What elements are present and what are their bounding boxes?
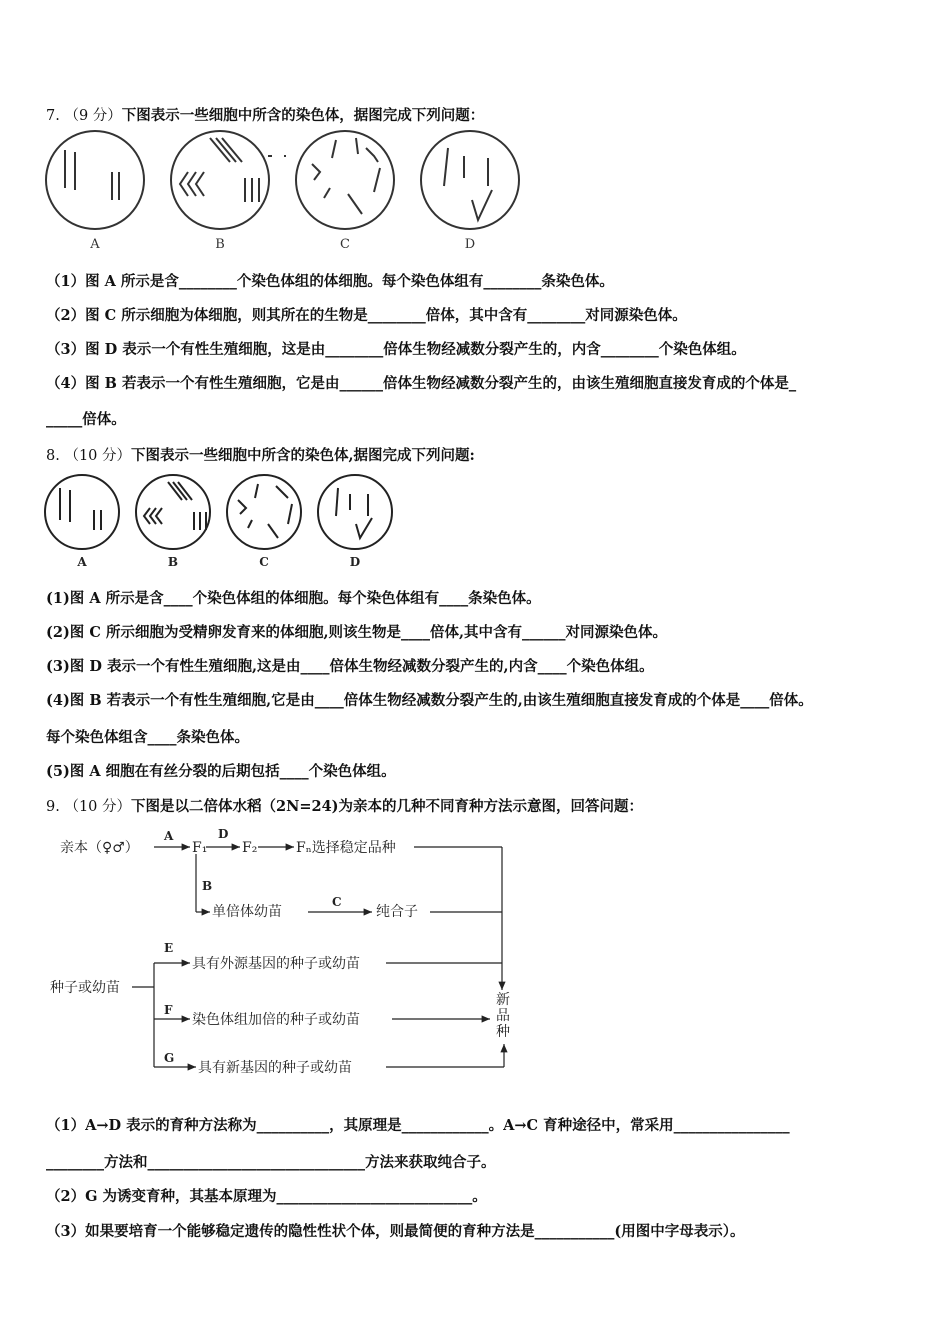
q7-cell-label-c: C xyxy=(340,237,350,252)
q7-cell-label-b: B xyxy=(215,237,225,252)
q7-item-4-cont: _____倍体。 xyxy=(46,411,126,428)
q8-score: （10 分） xyxy=(64,448,132,464)
q9-breeding-diagram xyxy=(46,822,526,1084)
q8-title: 下图表示一些细胞中所含的染色体,据图完成下列问题: xyxy=(131,447,475,464)
q9-label-b: B xyxy=(202,879,213,893)
q9-f2-node: F₂ xyxy=(242,840,258,856)
q8-cell-figure xyxy=(40,472,400,572)
q7-item-2: （2）图 C 所示细胞为体细胞，则其所在的生物是________倍体，其中含有________对同源染色体。 xyxy=(46,307,687,324)
q7-score: （9 分） xyxy=(64,108,122,124)
q9-new-variety-3: 种 xyxy=(496,1024,510,1040)
q9-score: （10 分） xyxy=(64,799,132,815)
q9-item-1-cont: ________方法和______________________________方法来获取纯合子。 xyxy=(46,1154,496,1171)
q9-label-e: E xyxy=(164,941,174,955)
q9-seed-node: 种子或幼苗 xyxy=(50,980,120,996)
q8-item-5: (5)图 A 细胞在有丝分裂的后期包括____个染色体组。 xyxy=(46,763,396,780)
q9-label-a: A xyxy=(164,829,174,843)
q9-number: 9. xyxy=(46,799,60,815)
q7-heading xyxy=(46,104,484,125)
q7-item-1: （1）图 A 所示是含________个染色体组的体细胞。每个染色体组有________条染色体。 xyxy=(46,273,614,290)
q9-item-3: （3）如果要培育一个能够稳定遗传的隐性性状个体，则最简便的育种方法是___________(用图中字母表示）。 xyxy=(46,1223,745,1240)
q8-cell-label-c: C xyxy=(259,555,269,569)
q9-label-d: D xyxy=(218,827,229,841)
q7-item-4: （4）图 B 若表示一个有性生殖细胞，它是由______倍体生物经减数分裂产生的，由该生殖细胞直接发育成的个体是_ xyxy=(46,375,797,392)
q9-item-1: （1）A→D 表示的育种方法称为__________，其原理是____________。A→C 育种途径中，常采用________________ xyxy=(46,1117,790,1134)
q9-heading xyxy=(46,795,643,816)
q8-item-4-cont: 每个染色体组含____条染色体。 xyxy=(46,729,249,746)
q9-haploid-node: 单倍体幼苗 xyxy=(212,904,282,920)
q9-title: 下图是以二倍体水稻（2N=24)为亲本的几种不同育种方法示意图，回答问题： xyxy=(131,798,644,815)
q7-item-3: （3）图 D 表示一个有性生殖细胞，这是由________倍体生物经减数分裂产生的，内含________个染色体组。 xyxy=(46,341,746,358)
q9-label-f: F xyxy=(164,1003,173,1017)
q8-item-2: (2)图 C 所示细胞为受精卵发育来的体细胞,则该生物是____倍体,其中含有______对同源染色体。 xyxy=(46,624,668,641)
q9-doubled-node: 染色体组加倍的种子或幼苗 xyxy=(192,1012,360,1028)
q9-new-gene-node: 具有新基因的种子或幼苗 xyxy=(198,1060,352,1076)
q9-new-variety-1: 新 xyxy=(496,992,510,1008)
q8-cell-label-b: B xyxy=(167,555,179,569)
q9-homozygote-node: 纯合子 xyxy=(376,904,418,920)
q8-cell-label-d: D xyxy=(349,555,361,569)
q8-number: 8. xyxy=(46,448,60,464)
q9-f1-node: F₁ xyxy=(192,840,208,856)
q9-fn-node: Fₙ选择稳定品种 xyxy=(296,840,396,856)
q9-item-2: （2）G 为诱变育种，其基本原理为___________________________。 xyxy=(46,1188,487,1205)
q7-number: 7. xyxy=(46,108,60,124)
q7-title: 下图表示一些细胞中所含的染色体，据图完成下列问题： xyxy=(121,107,485,124)
q7-cell-label-d: D xyxy=(464,237,476,252)
q8-heading xyxy=(46,444,475,465)
q9-foreign-gene-node: 具有外源基因的种子或幼苗 xyxy=(192,956,360,972)
q8-item-3: (3)图 D 表示一个有性生殖细胞,这是由____倍体生物经减数分裂产生的,内含____个染色体组。 xyxy=(46,658,654,675)
q9-label-g: G xyxy=(164,1051,175,1065)
q7-cell-figure xyxy=(40,128,530,254)
q8-cell-label-a: A xyxy=(77,555,87,569)
q8-item-1: (1)图 A 所示是含____个染色体组的体细胞。每个染色体组有____条染色体。 xyxy=(46,590,541,607)
q8-item-4: (4)图 B 若表示一个有性生殖细胞,它是由____倍体生物经减数分裂产生的,由该生殖细胞直接发育成的个体是____倍体。 xyxy=(46,692,813,709)
q9-label-c: C xyxy=(332,895,342,909)
q9-parent-node: 亲本（♀♂） xyxy=(60,840,139,856)
q9-new-variety-2: 品 xyxy=(496,1008,510,1024)
q7-cell-label-a: A xyxy=(90,237,100,252)
